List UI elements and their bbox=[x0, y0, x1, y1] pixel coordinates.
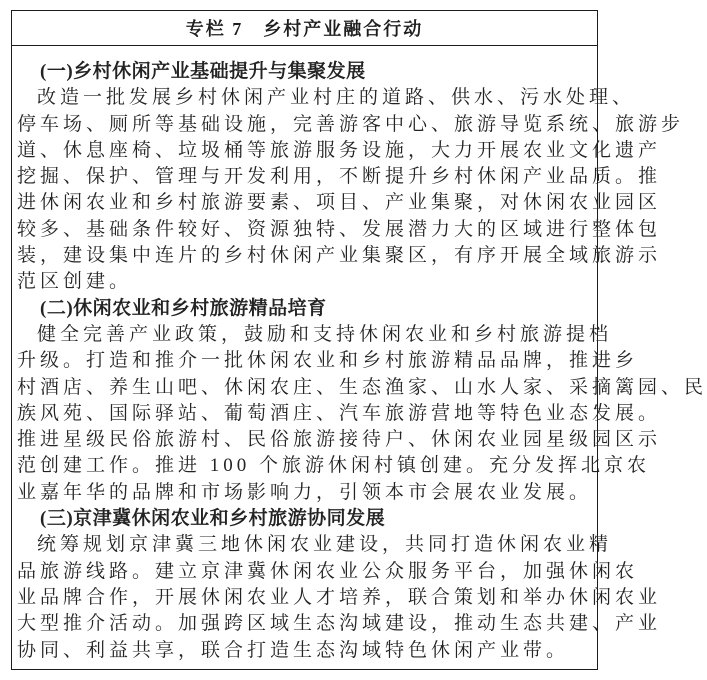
text-line: 进休闲农业和乡村旅游要素、项目、产业集聚，对休闲农业园区 bbox=[17, 192, 662, 214]
text-line: 统筹规划京津冀三地休闲农业建设，共同打造休闲农业精 bbox=[37, 534, 613, 556]
panel-body bbox=[12, 46, 707, 664]
section-1-heading: (一)乡村休闲产业基础提升与集聚发展 bbox=[40, 61, 366, 82]
text-line: 村酒店、养生山吧、休闲农庄、生态渔家、山水人家、采摘篱园、民 bbox=[17, 376, 707, 398]
text-line: 范区创建。 bbox=[17, 271, 133, 293]
text-line: 升级。打造和推介一批休闲农业和乡村旅游精品品牌，推进乡 bbox=[17, 350, 639, 372]
text-line: 大型推介活动。加强跨区域生态沟域建设，推动生态共建、产业 bbox=[17, 613, 662, 635]
column-7-panel bbox=[11, 10, 707, 670]
text-line: 道、休息座椅、垃圾桶等旅游服务设施，大力开展农业文化遗产 bbox=[17, 139, 662, 161]
text-line: 范创建工作。推进 100 个旅游休闲村镇创建。充分发挥北京农 bbox=[17, 455, 651, 477]
panel-title: 专栏 7 乡村产业融合行动 bbox=[185, 19, 424, 39]
panel-header bbox=[12, 11, 597, 46]
text-line: 品旅游线路。建立京津冀休闲农业公众服务平台，加强休闲农 bbox=[17, 560, 639, 582]
text-line: 健全完善产业政策，鼓励和支持休闲农业和乡村旅游提档 bbox=[37, 323, 613, 345]
text-line: 业品牌合作，开展休闲农业人才培养，联合策划和举办休闲农业 bbox=[17, 586, 662, 608]
text-line: 业嘉年华的品牌和市场影响力，引领本市会展农业发展。 bbox=[17, 481, 593, 503]
section-3-heading: (三)京津冀休闲农业和乡村旅游协同发展 bbox=[40, 508, 386, 530]
text-line: 协同、利益共享，联合打造生态沟域特色休闲产业带。 bbox=[17, 639, 570, 661]
section-2-heading: (二)休闲农业和乡村旅游精品培育 bbox=[40, 297, 327, 319]
text-line: 较多、基础条件较好、资源独特、发展潜力大的区域进行整体包 bbox=[17, 218, 662, 240]
text-line: 装，建设集中连片的乡村休闲产业集聚区，有序开展全域旅游示 bbox=[17, 245, 662, 267]
text-line: 改造一批发展乡村休闲产业村庄的道路、供水、污水处理、 bbox=[37, 87, 636, 109]
text-line: 挖掘、保护、管理与开发利用，不断提升乡村休闲产业品质。推 bbox=[17, 166, 662, 188]
text-line: 停车场、厕所等基础设施，完善游客中心、旅游导览系统、旅游步 bbox=[17, 113, 685, 135]
text-line: 推进星级民俗旅游村、民俗旅游接待户、休闲农业园星级园区示 bbox=[17, 429, 662, 451]
text-line: 族风苑、国际驿站、葡萄酒庄、汽车旅游营地等特色业态发展。 bbox=[17, 402, 662, 424]
